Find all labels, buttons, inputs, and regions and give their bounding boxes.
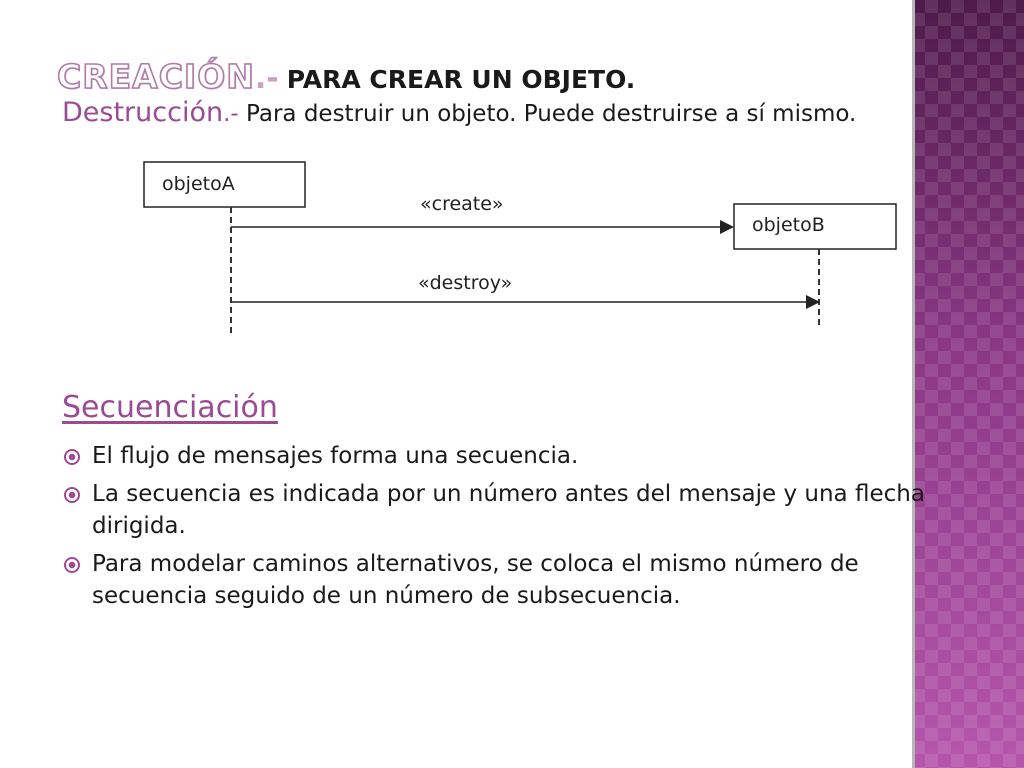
destruction-text: Para destruir un objeto. Puede destruirse a sí mismo. xyxy=(246,101,857,127)
destroy-message-label: «destroy» xyxy=(418,272,513,294)
list-item xyxy=(62,548,957,612)
object-b-label: objetoB xyxy=(752,214,825,236)
bullet-text: El flujo de mensajes forma una secuencia. xyxy=(92,443,579,469)
sequencing-heading: Secuenciación xyxy=(62,390,278,425)
destroy-arrow-head xyxy=(806,295,820,309)
destruction-paragraph xyxy=(62,96,942,131)
title-rest: PARA CREAR UN OBJETO. xyxy=(286,65,636,94)
bullet-circle-icon xyxy=(64,487,80,503)
bullet-circle-icon xyxy=(64,449,80,465)
bullet-text: Para modelar caminos alternativos, se coloca el mismo número de secuencia seguido de un número de subsecuencia. xyxy=(92,551,859,609)
sequence-diagram xyxy=(134,156,904,338)
list-item xyxy=(62,478,957,542)
destruction-separator: .- xyxy=(223,101,239,127)
create-arrow-head xyxy=(720,220,734,234)
sequencing-bullet-list xyxy=(62,440,957,618)
destruction-keyword: Destrucción xyxy=(62,97,224,128)
title-separator: .- xyxy=(254,61,279,96)
bullet-circle-icon xyxy=(64,557,80,573)
create-message-label: «create» xyxy=(420,193,504,215)
list-item xyxy=(62,440,957,472)
object-a-label: objetoA xyxy=(162,173,235,195)
bullet-text: La secuencia es indicada por un número antes del mensaje y una flecha dirigida. xyxy=(92,481,925,539)
title-keyword: CREACIÓN xyxy=(57,57,255,96)
